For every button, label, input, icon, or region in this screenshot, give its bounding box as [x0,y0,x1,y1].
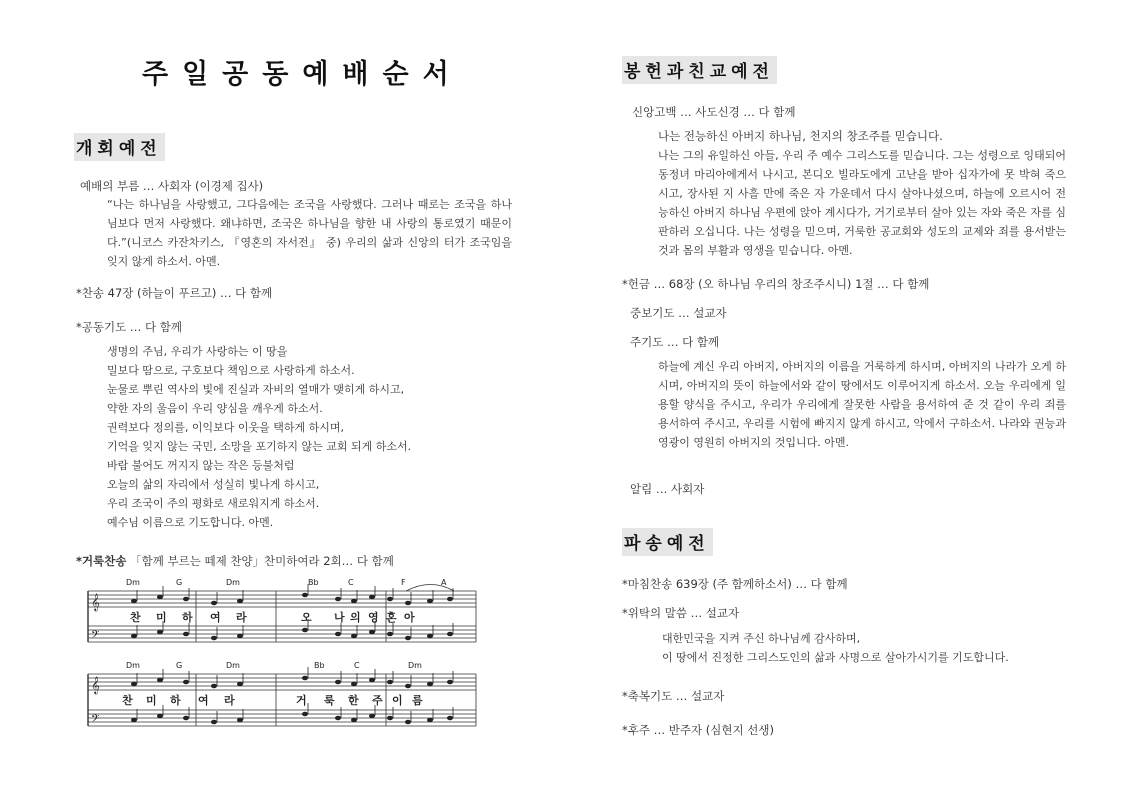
note-head [211,601,217,606]
note-head [335,716,341,721]
chord-symbol: F [401,578,406,587]
note-head [427,599,433,604]
music-score [86,574,478,734]
note-head [351,718,357,723]
note-head [369,714,375,719]
prayer-line: 예수님 이름으로 기도합니다. 아멘. [107,516,274,529]
prayer-line: 밀보다 땀으로, 구호보다 책임으로 사랑하게 하소서. [107,364,355,377]
note-head [211,684,217,689]
call-to-worship-text: “나는 하나님을 사랑했고, 그다음에는 조국을 사랑했다. 그러나 때로는 조국을 하나님보다 먼저 사랑했다. 왜냐하면, 조국은 하나님을 향한 내 사랑의 통로였기 때문이다.”(니코스 카잔차키스, 『영혼의 자서전』 중) 우리의 삶과 신앙의 터가 조국임을 잊지 않게 하소서. 아멘. [107,198,512,268]
note-head [211,636,217,641]
commission-label: *위탁의 말씀 … 설교자 [622,606,740,620]
holy-hymn-text: 「함께 부르는 떼제 찬양」찬미하여라 2회… 다 함께 [130,554,394,568]
chord-symbol: C [348,578,354,587]
chord-symbol: Bb [314,661,325,670]
chord-symbol: Dm [126,661,140,670]
lyric-syllable: 나 [334,611,345,624]
lyric-syllable: 룩 [324,694,335,707]
commission-line: 대한민국을 지켜 주신 하나님께 감사하며, [662,632,861,645]
svg-text:𝄢: 𝄢 [91,629,100,644]
lyric-syllable: 찬 [122,694,133,707]
postlude-line: *후주 … 반주자 (심현지 선생) [622,723,774,737]
note-head [405,684,411,689]
lyric-syllable: 하 [182,611,193,624]
section-sending: 파송예전 [622,528,713,556]
lords-prayer-text: 하늘에 계신 우리 아버지, 아버지의 이름을 거룩하게 하시며, 아버지의 나라가 오게 하시며, 아버지의 뜻이 하늘에서와 같이 땅에서도 이루어지게 하소서. 오늘 우리에게 일용할 양식을 주시고, 우리가 우리에게 잘못한 사람을 용서하여 준 것 같이 우리 죄를 용서하여 주시고, 우리를 시험에 빠지지 않게 하시고, 악에서 구하소서. 나라와 권능과 영광이 영원히 아버지의 것입니다. 아멘. [658,360,1066,449]
chord-symbol: A [441,578,447,587]
section-opening: 개회예전 [74,133,165,161]
commission-line: 이 땅에서 진정한 그리스도인의 삶과 사명으로 살아가시기를 기도합니다. [662,651,1009,664]
note-head [387,680,393,685]
creed-line1: 나는 전능하신 아버지 하나님, 천지의 창조주를 믿습니다. [658,129,943,143]
note-head [237,682,243,687]
prayer-line: 오늘의 삶의 자리에서 성실히 빛나게 하시고, [107,478,320,491]
note-head [183,680,189,685]
page-title: 주일공동예배순서 [142,59,463,90]
note-head [302,712,308,717]
note-head [351,634,357,639]
lords-prayer-label: 주기도 … 다 함께 [630,335,720,349]
lyric-syllable: 라 [236,611,247,624]
clefs [91,593,100,728]
lyric-syllable: 하 [170,694,181,707]
note-head [387,632,393,637]
note-head [405,601,411,606]
prayer-line: 우리 조국이 주의 평화로 새로워지게 하소서. [107,497,320,510]
lyric-syllable: 여 [198,694,209,707]
holy-hymn-line [76,553,394,569]
common-prayer-text [107,342,411,532]
offering-line: *헌금 … 68장 (오 하나님 우리의 창조주시니) 1절 … 다 함께 [622,277,930,291]
note-head [183,597,189,602]
note-head [302,593,308,598]
closing-hymn-line: *마침찬송 639장 (주 함께하소서) … 다 함께 [622,577,848,591]
chord-symbol: Dm [126,578,140,587]
prayer-line: 눈물로 뿌린 역사의 빛에 진실과 자비의 열매가 맺히게 하시고, [107,383,405,396]
lyric-syllable: 거 [296,694,307,707]
note-head [447,597,453,602]
prayer-line: 생명의 주님, 우리가 사랑하는 이 땅을 [107,345,288,358]
lyric-syllable: 미 [146,694,157,707]
hymn-line: *찬송 47장 (하늘이 푸르고) … 다 함께 [76,286,273,300]
commission-text [662,629,1009,667]
note-head [211,720,217,725]
lyric-syllable: 미 [156,611,167,624]
section-offering: 봉헌과친교예전 [622,56,777,84]
note-head [302,628,308,633]
holy-hymn-label: *거룩찬송 [76,554,127,568]
lyric-syllable: 이 [392,694,403,707]
note-head [427,634,433,639]
prayer-line: 바람 불어도 꺼지지 않는 작은 등불처럼 [107,459,295,472]
chord-symbol: Dm [408,661,422,670]
note-head [369,630,375,635]
lyric-syllable: 주 [372,694,383,707]
chord-symbol: G [176,661,183,670]
note-head [369,595,375,600]
creed-label: 신앙고백 … 사도신경 … 다 함께 [632,105,796,119]
prayer-line: 약한 자의 울음이 우리 양심을 깨우게 하소서. [107,402,323,415]
lyric-syllable: 아 [404,611,415,624]
note-head [427,718,433,723]
svg-text:𝄞: 𝄞 [91,593,100,611]
note-head [405,720,411,725]
note-head [157,678,163,683]
lyric-syllable: 라 [224,694,235,707]
note-head [335,597,341,602]
lyric-syllable: 름 [412,694,423,707]
lyric-syllable: 찬 [130,611,141,624]
benediction-line: *축복기도 … 설교자 [622,689,725,703]
svg-text:𝄢: 𝄢 [91,713,100,728]
note-head [131,682,137,687]
svg-text:𝄞: 𝄞 [91,676,100,694]
note-head [447,632,453,637]
note-head [387,716,393,721]
note-head [237,634,243,639]
chord-symbol: G [176,578,183,587]
note-head [237,718,243,723]
note-head [157,595,163,600]
common-prayer-label: *공동기도 … 다 함께 [76,320,182,334]
note-head [157,630,163,635]
note-head [131,634,137,639]
note-head [447,680,453,685]
lyric-syllable: 혼 [386,611,397,624]
intercession-line: 중보기도 … 설교자 [630,306,727,320]
note-head [351,599,357,604]
note-head [183,632,189,637]
creed-text: 나는 그의 유일하신 아들, 우리 주 예수 그리스도를 믿습니다. 그는 성령으로 잉태되어 동정녀 마리아에게서 나시고, 본디오 빌라도에게 고난을 받아 십자가에 못 박혀 죽으시고, 장사된 지 사흘 만에 죽은 자 가운데서 다시 살아나셨으며, 하늘에 오르시어 전능하신 아버지 하나님 우편에 앉아 계시다가, 거기로부터 살아 있는 자와 죽은 자를 심판하러 오십니다. 나는 성령을 믿으며, 거룩한 공교회와 성도의 교제와 죄를 용서받는 것과 몸의 부활과 영생을 믿습니다. 아멘. [658,149,1066,257]
note-head [302,676,308,681]
lyric-syllable: 의 [350,611,361,624]
note-head [131,599,137,604]
lyrics [122,610,423,707]
note-head [351,682,357,687]
prayer-line: 기억을 잊지 않는 국민, 소망을 포기하지 않는 교회 되게 하소서. [107,440,412,453]
chord-symbol: Dm [226,578,240,587]
lyric-syllable: 여 [210,611,221,624]
chord-symbol: Dm [226,661,240,670]
note-head [447,716,453,721]
lyric-syllable: 오 [301,611,312,624]
note-head [157,714,163,719]
announcements-line: 알림 … 사회자 [630,482,705,496]
note-head [387,597,393,602]
lyric-syllable: 한 [348,694,359,707]
chord-symbols [126,578,447,670]
call-to-worship-label: 예배의 부름 … 사회자 (이경제 집사) [80,179,264,193]
note-head [427,682,433,687]
note-head [335,680,341,685]
note-head [237,599,243,604]
note-head [183,716,189,721]
prayer-line: 권력보다 정의를, 이익보다 이웃을 택하게 하시며, [107,421,344,434]
note-head [369,678,375,683]
chord-symbol: C [354,661,360,670]
note-head [335,632,341,637]
note-head [131,718,137,723]
chord-symbol: Bb [308,578,319,587]
note-head [405,636,411,641]
lyric-syllable: 영 [368,611,379,624]
